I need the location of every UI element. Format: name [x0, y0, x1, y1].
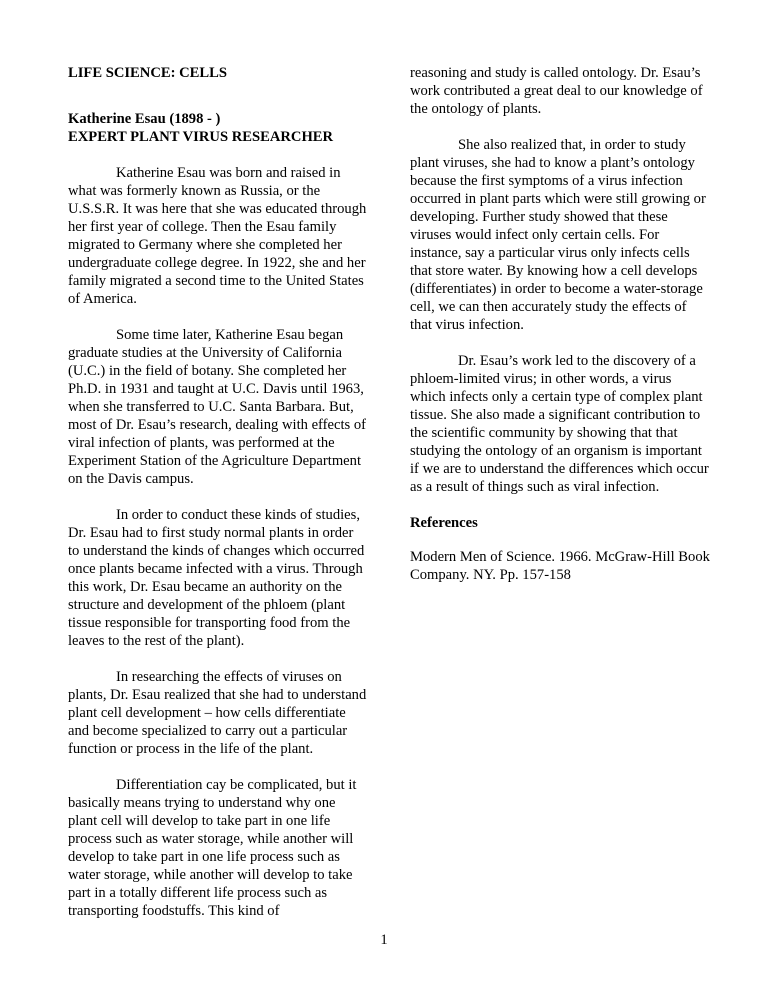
- paragraph-cell-development: In researching the effects of viruses on plants, Dr. Esau realized that she had to understand plant cell development – how cells differentiate and become specialized to carry out a particular function or process in the life of the plant.: [68, 669, 367, 757]
- author-name: Katherine Esau (1898 - ): [68, 111, 221, 127]
- paragraph-birth: Katherine Esau was born and raised in what was formerly known as Russia, or the U.S.S.R. It was here that she was educated through her first year of college. Then the Esau family migrated to Germany where she completed her undergraduate college degree. In 1922, she and her family migrated a second time to the United States of America.: [68, 165, 367, 307]
- paragraph-differentiation: Differentiation cay be complicated, but it basically means trying to understand why one plant cell will develop to take part in one life process such as water storage, while another will develop to take part in one life process such as water storage, while another will develop to take part in a totally different life process such as transporting foodstuffs. This kind of: [68, 777, 357, 919]
- paragraph-graduate-studies: Some time later, Katherine Esau began graduate studies at the University of California (U.C.) in the field of botany. She completed her Ph.D. in 1931 and taught at U.C. Davis until 1963, when she transferred to U.C. Santa Barbara. But, most of Dr. Esau’s research, dealing with effects of viral infection of plants, was performed at the Experiment Station of the Agriculture Department on the Davis campus.: [68, 327, 367, 487]
- references-heading: References: [410, 515, 478, 531]
- reference-entry: Modern Men of Science. 1966. McGraw-Hill Book Company. NY. Pp. 157-158: [410, 549, 710, 583]
- paragraph-ontology-continued: reasoning and study is called ontology. Dr. Esau’s work contributed a great deal to our knowledge of the ontology of plants.: [410, 65, 703, 117]
- section-title: LIFE SCIENCE: CELLS: [68, 65, 227, 81]
- author-role: EXPERT PLANT VIRUS RESEARCHER: [68, 129, 334, 145]
- paragraph-phloem-research: In order to conduct these kinds of studies, Dr. Esau had to first study normal plants in order to understand the kinds of changes which occurred once plants became infected with a virus. Through this work, Dr. Esau became an authority on the structure and development of the phloem (plant tissue responsible for transporting food from the leaves to the rest of the plant).: [68, 507, 365, 649]
- paragraph-virus-ontology: She also realized that, in order to study plant viruses, she had to know a plant’s ontology because the first symptoms of a virus infection occurred in plant parts which were still growing or developing. Further study showed that these viruses would infect only certain cells. For instance, say a particular virus only infects cells that store water. By knowing how a cell develops (differentiates) in order to become a water-storage cell, we can then accurately study the effects of that virus infection.: [410, 137, 706, 333]
- author-heading: [68, 110, 368, 146]
- left-column: [68, 64, 368, 938]
- page-number: 1: [380, 932, 388, 948]
- paragraph-phloem-limited-virus: Dr. Esau’s work led to the discovery of a phloem-limited virus; in other words, a virus which infects only a certain type of complex plant tissue. She also made a significant contribution to the scientific community by showing that that studying the ontology of an organism is important if we are to understand the differences which occur as a result of things such as viral infection.: [410, 353, 709, 495]
- right-column: [410, 64, 710, 602]
